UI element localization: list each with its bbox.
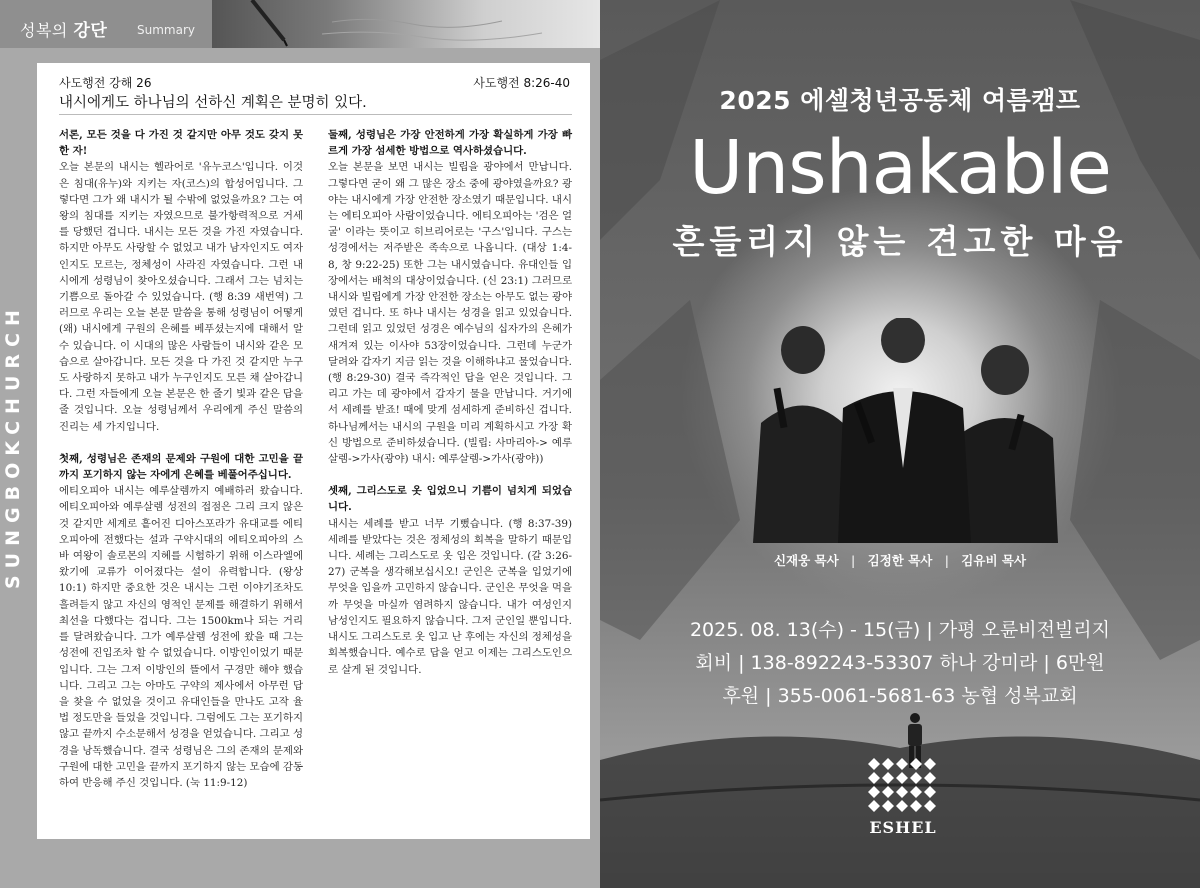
point2-heading: 둘째, 성령님은 가장 안전하게 가장 확실하게 가장 빠르게 가장 섬세한 방법으로 역사하셨습니다. [328, 129, 572, 158]
speakers-photo [743, 318, 1058, 543]
text-column-left [59, 127, 303, 807]
section-subtitle: Summary [137, 23, 195, 37]
camp-name: Unshakable [689, 125, 1111, 211]
camp-subtitle: 흔들리지 않는 견고한 마음 [672, 222, 1128, 261]
intro-body: 오늘 본문의 내시는 헬라어로 '유누코스'입니다. 이것은 침대(유누)와 지키는 자(코스)의 합성어입니다. 그렇다면 그가 왜 내시가 될 수밖에 없었을까요? 그는 여왕의 침대를 지키는 자였으므로 불가항력적으로 거세를 당했던 겁니다. 내시는 모든 것을 가진 자였습니다. 하지만 아무도 사랑할 수 없었고 내가 남자인지도 여자인지도 모르는, 정체성이 사라진 자였습니다. 그런 내시에게 성령님이 찾아오셨습니다. 그래서 그는 넘치는 기쁨으로 돌아갈 수 있었습니다. (행 8:39 새번역) 그러므로 우리는 오늘 본문 말씀을 통해 성령님이 어떻게(왜) 내시에게 구원의 은혜를 베푸셨는지에 대해서 알 수 있습니다. 이 시대의 많은 사람들이 내시와 같은 모습으로 살아갑니다. 모든 것을 다 가진 것 같지만 누구도 사랑하지 못하고 내가 누구인지도 모른 채 살아갑니다. 그런 자들에게 오늘 본문은 한 줄기 빛과 같은 답을 줄 것입니다. 오늘 성령님께서 우리에게 주신 말씀의 진리는 세 가지입니다. [59, 161, 303, 433]
speaker-3: 김유비 목사 [961, 553, 1027, 568]
point1-body: 에티오피아 내시는 예루살렘까지 예배하러 왔습니다. 에티오피아와 예루살렘 성전의 접점은 그리 크지 않은 것 같지만 세계로 흩어진 디아스포라가 유대교를 에티오피아에 전했다는 설과 구약시대의 에티오피아의 스바 여왕이 솔로몬의 지혜를 시험하기 위해 이스라엘에 왔기에 교류가 이어졌다는 설이 유력합니다. (왕상 10:1) 하지만 중요한 것은 내시는 그런 이야기조차도 흘려듣지 않고 자신의 영적인 문제를 해결하기 위해서 최선을 다했다는 겁니다. 그는 1500km나 되는 거리를 달려왔습니다. 그가 예루살렘 성전에 왔을 때 그는 성전에 진입조차 할 수 없었습니다. 이방인이었기 때문입니다. 그는 그저 이방인의 뜰에서 구경만 해야 했습니다. 그리고 그는 아마도 구약의 제사에서 아무런 답을 찾을 수 없었을 것이고 유대인들을 만나도 고작 율법 정도만을 들었을 것입니다. 그럼에도 그는 포기하지 않고 끝까지 수소문해서 성경을 얻었습니다. 그리고 성경을 낭독했습니다. 결국 성령님은 그의 존재의 문제와 구원에 대한 고민을 끝까지 포기하지 않는 모습에 감동하여 반응해 주신 것입니다. (눅 11:9-12) [59, 485, 303, 789]
speaker-2: 김정한 목사 [867, 553, 933, 568]
date-place: 2025. 08. 13(수) - 15(금) | 가평 오륜비전빌리지 [689, 619, 1111, 641]
point2-body: 오늘 본문을 보면 내시는 빌립을 광야에서 만납니다. 그렇다면 굳이 왜 그 많은 장소 중에 광야였을까요? 광야는 내시에게 가장 안전한 장소였기 때문입니다. 내시는 에티오피아 사람이었습니다. 에티오피아는 '검은 얼굴' 이라는 뜻이고 히브리어로는 '구스'입니다. 구스는 성경에서는 저주받은 족속으로 나옵니다. (대상 1:4-8, 창 9:22-25) 또한 그는 내시였습니다. 유대인들 입장에서는 배척의 대상이었습니다. (신 23:1) 그러므로 내시와 빌립에게 가장 안전한 장소는 아무도 없는 광야였던 겁니다. 또 하나 내시는 성경을 읽고 있었습니다. 그런데 읽고 있었던 성경은 예수님의 십자가의 은혜가 새겨져 있는 이사야 53장이었습니다. 그런데 누군가 달려와 갑자기 지금 읽는 것을 이해하냐고 물었습니다. (행 8:29-30) 결국 즉각적인 답을 얻은 것입니다. 그리고 가는 데 광야에서 갑자기 물을 만납니다. 거기에서 세례를 받죠! 때에 맞게 섬세하게 준비하신 겁니다. 하나님께서는 내시의 구원을 미리 계획하시고 가장 확신 방법으로 준비하셨습니다. (빌립: 사마리아-> 예루살렘->가사(광야) 내시: 예루살렘->가사(광야)) [328, 161, 572, 466]
speaker-separator: | [944, 553, 949, 568]
church-brand-vertical: SUNGBOKCHURCH [2, 303, 24, 589]
text-column-right [328, 127, 572, 694]
intro-heading: 서론, 모든 것을 다 가진 것 같지만 아무 것도 갖지 못한 자! [59, 129, 303, 158]
sermon-title: 내시에게도 하나님의 선하신 계획은 분명히 있다. [59, 95, 367, 111]
camp-title: 2025 에셀청년공동체 여름캠프 [719, 86, 1081, 115]
speaker-list [600, 551, 1200, 569]
fee-account: 회비 | 138-892243-53307 하나 강미라 | 6만원 [695, 652, 1105, 674]
title-divider [59, 114, 572, 115]
speaker-separator: | [851, 553, 856, 568]
camp-poster [600, 0, 1200, 888]
point3-heading: 셋째, 그리스도로 옷 입었으니 기쁨이 넘치게 되었습니다. [328, 485, 572, 514]
point3-body: 내시는 세례를 받고 너무 기뻤습니다. (행 8:37-39) 세례를 받았다는 것은 정체성의 회복을 말하기 때문입니다. 세례는 그리스도로 옷 입은 것입니다. (갈 3:26-27) 군복을 생각해보십시오! 군인은 군복을 입었기에 무엇을 입을까 고민하지 않습니다. 군인은 무엇을 먹을까 무엇을 마실까 염려하지 않습니다. 내가 여성인지 남성인지도 필요하지 않습니다. 그저 군인일 뿐입니다. 내시도 그리스도로 옷 입고 난 후에는 자신의 정체성을 회복했습니다. 예수로 답을 얻고 이제는 그리스도인으로 살게 된 것입니다. [328, 517, 572, 676]
section-title: 성복의 강단 [20, 21, 108, 41]
sermon-series: 사도행전 강해 26 [59, 76, 152, 90]
sermon-scripture: 사도행전 8:26-40 [473, 76, 570, 90]
header-pen-photo [212, 0, 600, 48]
sermon-sheet [37, 63, 590, 839]
sponsor-account: 후원 | 355-0061-5681-63 농협 성복교회 [722, 685, 1078, 707]
point1-heading: 첫째, 성령님은 존재의 문제와 구원에 대한 고민을 끝까지 포기하지 않는 자에게 은혜를 베풀어주십니다. [59, 452, 303, 482]
eshel-logo-text: ESHEL [869, 818, 937, 837]
speaker-1: 신재웅 목사 [773, 553, 839, 568]
